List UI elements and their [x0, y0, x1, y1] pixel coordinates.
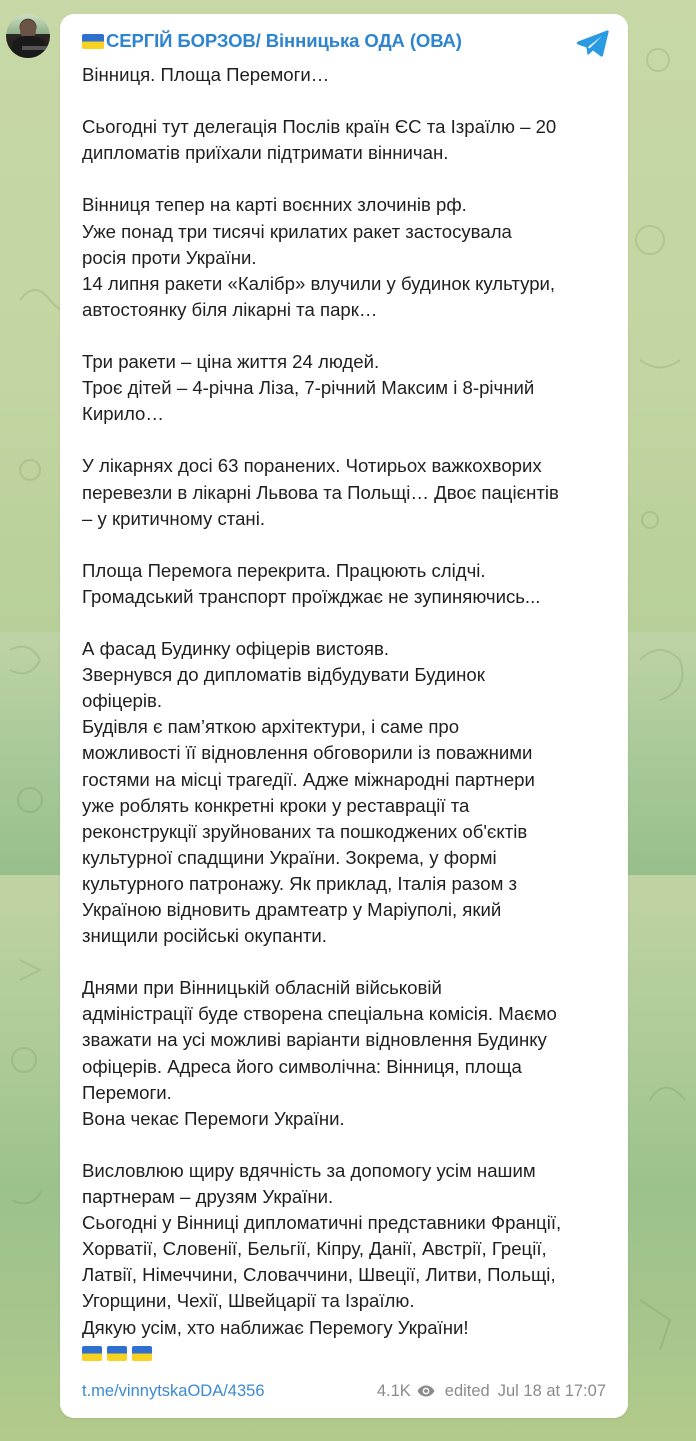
message-meta: [377, 1382, 606, 1401]
text-line: росія проти України.: [82, 246, 257, 268]
text-line: реконструкції зруйнованих та пошкоджених об'єктів: [82, 820, 528, 842]
text-line: Будівля є пам’яткою архітектури, і саме про: [82, 716, 460, 738]
text-line: Вінниця тепер на карті воєнних злочинів рф.: [82, 194, 467, 216]
eye-icon: [417, 1385, 435, 1397]
trailing-emojis: [82, 1343, 612, 1365]
channel-avatar[interactable]: [6, 14, 50, 58]
text-line: Сьогодні тут делегація Послів країн ЄС та Ізраїлю – 20: [82, 116, 557, 138]
text-line: Вона чекає Перемоги України.: [82, 1107, 345, 1129]
text-line: Три ракети – ціна життя 24 людей.: [82, 351, 380, 373]
paragraph: [82, 453, 612, 531]
paragraph: [82, 636, 612, 949]
text-line: дипломатів приїхали підтримати вінничан.: [82, 142, 449, 164]
text-line: Звернувся до дипломатів відбудувати Будинок: [82, 664, 485, 686]
text-line: А фасад Будинку офіцерів вистояв.: [82, 638, 390, 660]
ukraine-flag-icon: [107, 1346, 127, 1361]
text-line: автостоянку біля лікарні та парк…: [82, 298, 378, 320]
text-line: культурного патронажу. Як приклад, Італія разом з: [82, 872, 518, 894]
paragraph: [82, 349, 612, 427]
text-line: Дякую усім, хто наближає Перемогу України!: [82, 1316, 469, 1338]
paragraph: [82, 558, 612, 610]
text-line: гостями на місці трагедії. Адже міжнародні партнери: [82, 768, 535, 790]
message-timestamp: Jul 18 at 17:07: [497, 1381, 606, 1400]
text-line: Кирило…: [82, 403, 164, 425]
text-line: зважати на усі можливі варіанти відновлення Будинку: [82, 1029, 547, 1051]
avatar-laptop-shape: [22, 46, 48, 50]
text-line: Громадський транспорт проїжджає не зупиняючись...: [82, 585, 541, 607]
paragraph: [82, 62, 612, 88]
text-line: знищили російські окупанти.: [82, 925, 327, 947]
ukraine-flag-icon: [82, 34, 104, 49]
text-line: Площа Перемога перекрита. Працюють слідчі.: [82, 559, 486, 581]
telegram-icon[interactable]: [576, 28, 610, 58]
text-line: 14 липня ракети «Калібр» влучили у будинок культури,: [82, 272, 556, 294]
text-line: офіцерів.: [82, 690, 163, 712]
text-line: уже роблять конкретні кроки у реставрації та: [82, 794, 470, 816]
text-line: – у критичному стані.: [82, 507, 265, 529]
view-count: 4.1K: [376, 1381, 411, 1400]
post-link[interactable]: t.me/vinnytskaODA/4356: [82, 1381, 265, 1400]
text-line: Уже понад три тисячі крилатих ракет застосувала: [82, 220, 512, 242]
message-bubble: [60, 14, 628, 1418]
ukraine-flag-icon: [82, 1346, 102, 1361]
channel-name[interactable]: СЕРГІЙ БОРЗОВ/ Вінницька ОДА (ОВА): [106, 30, 462, 51]
text-line: партнерам – друзям України.: [82, 1186, 334, 1208]
text-line: адміністрації буде створена спеціальна комісія. Маємо: [82, 1003, 557, 1025]
text-line: Сьогодні у Вінниці дипломатичні представники Франції,: [82, 1212, 562, 1234]
edited-label: edited: [444, 1381, 490, 1400]
ukraine-flag-icon: [132, 1346, 152, 1361]
text-line: Хорватії, Словенії, Бельгії, Кіпру, Данії, Австрії, Греції,: [82, 1238, 547, 1260]
text-line: перевезли в лікарні Львова та Польщі… Двоє пацієнтів: [82, 481, 559, 503]
paragraph: [82, 114, 612, 166]
text-line: Висловлюю щиру вдячність за допомогу усім нашим: [82, 1159, 536, 1181]
paragraph: [82, 975, 612, 1132]
text-line: Україною відновить драмтеатр у Маріуполі, який: [82, 899, 502, 920]
paragraph: [82, 1158, 612, 1341]
text-line: можливості її відновлення обговорили із поважними: [82, 742, 533, 764]
text-line: Перемоги.: [82, 1081, 172, 1103]
text-line: У лікарнях досі 63 поранених. Чотирьох важкохворих: [82, 455, 542, 477]
text-line: Латвії, Німеччини, Словаччини, Швеції, Литви, Польщі,: [82, 1264, 556, 1286]
text-line: культурної спадщини України. Зокрема, у формі: [82, 846, 497, 868]
paragraph: [82, 192, 612, 322]
text-line: офіцерів. Адреса його символічна: Вінниця, площа: [82, 1055, 522, 1077]
message-text: [82, 62, 612, 1365]
message-header: [82, 28, 462, 54]
text-line: Угорщини, Чехії, Швейцарії та Ізраїлю.: [82, 1290, 415, 1312]
message-footer: [82, 1379, 606, 1403]
text-line: Днями при Вінницькій обласній військовій: [82, 977, 442, 999]
text-line: Вінниця. Площа Перемоги…: [82, 64, 330, 85]
text-line: Троє дітей – 4-річна Ліза, 7-річний Максим і 8-річний: [82, 377, 535, 399]
